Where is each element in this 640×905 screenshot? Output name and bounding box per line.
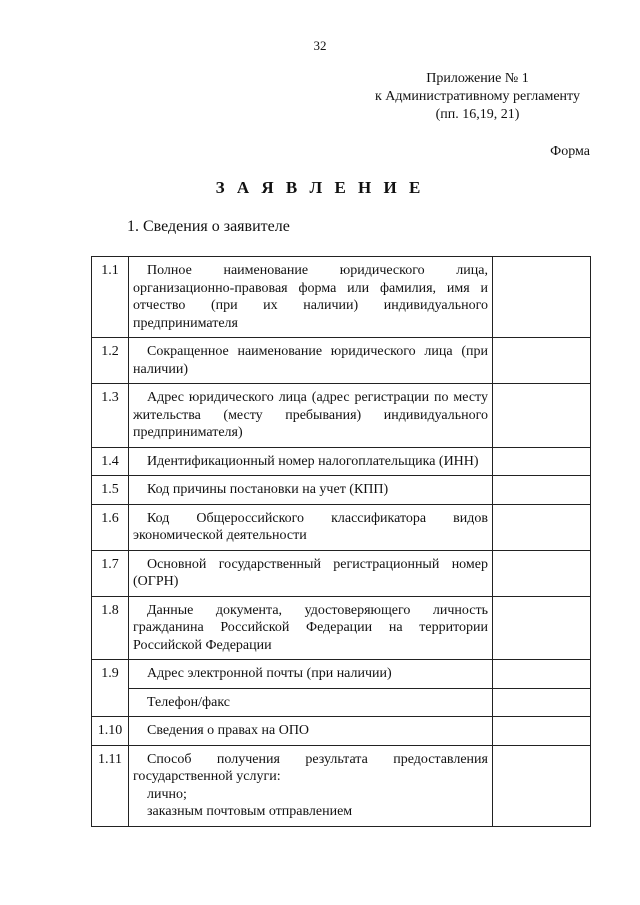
row-description-text: Сведения о правах на ОПО: [147, 723, 310, 738]
row-number: 1.10: [92, 717, 129, 746]
table-row: [92, 688, 591, 717]
appendix-note: [350, 70, 605, 124]
table-row: [92, 660, 591, 689]
form-label: Форма: [550, 144, 590, 159]
row-description-text: Код Общероссийского классификатора видов экономической деятельности: [133, 510, 488, 543]
row-value-field[interactable]: [493, 447, 591, 476]
row-description: [129, 660, 493, 689]
row-number: 1.11: [92, 745, 129, 826]
row-description-text: Сокращенное наименование юридического лица (при наличии): [133, 344, 488, 377]
row-description: [129, 504, 493, 550]
row-value-field[interactable]: [493, 257, 591, 338]
row-value-field[interactable]: [493, 660, 591, 689]
section-heading: 1. Сведения о заявителе: [127, 218, 290, 235]
row-value-field[interactable]: [493, 596, 591, 660]
row-value-field[interactable]: [493, 384, 591, 448]
row-number: 1.4: [92, 447, 129, 476]
row-description: [129, 745, 493, 826]
row-description: [129, 596, 493, 660]
row-description-text: Данные документа, удостоверяющего личность гражданина Российской Федерации на территории Российской Федерации: [133, 602, 488, 653]
table-row: [92, 447, 591, 476]
row-value-field[interactable]: [493, 338, 591, 384]
row-number: 1.6: [92, 504, 129, 550]
applicant-info-table: [91, 256, 591, 827]
row-description: [129, 257, 493, 338]
row-number: 1.3: [92, 384, 129, 448]
row-number: 1.8: [92, 596, 129, 660]
row-description: [129, 476, 493, 505]
row-description-text: Основной государственный регистрационный номер (ОГРН): [133, 556, 488, 589]
row-description: [129, 717, 493, 746]
row-number: 1.7: [92, 550, 129, 596]
row-description: [129, 688, 493, 717]
row-description-text: Код причины постановки на учет (КПП): [147, 482, 389, 497]
row-description-text: Телефон/факс: [147, 694, 231, 710]
row-description: [129, 384, 493, 448]
row-value-field[interactable]: [493, 476, 591, 505]
row-number: 1.2: [92, 338, 129, 384]
row-value-field[interactable]: [493, 717, 591, 746]
row-description-text: Идентификационный номер налогоплательщика (ИНН): [147, 453, 479, 469]
row-value-field[interactable]: [493, 550, 591, 596]
row-description: [129, 338, 493, 384]
table-row: [92, 504, 591, 550]
table-row: [92, 596, 591, 660]
row-description-text: Полное наименование юридического лица, организационно-правовая форма или фамилия, имя и отчество (при их наличии) индивидуального предпринимателя: [133, 263, 488, 331]
row-description: [129, 447, 493, 476]
appendix-line-3: (пп. 16,19, 21): [435, 107, 520, 122]
row-number: 1.5: [92, 476, 129, 505]
table-row: [92, 476, 591, 505]
table-row: [92, 257, 591, 338]
row-description-text: Способ получения результата предоставления государственной услуги:: [133, 751, 488, 784]
document-title: З А Я В Л Е Н И Е: [215, 178, 425, 197]
table-row: [92, 338, 591, 384]
delivery-option-in-person: лично;: [147, 786, 187, 802]
appendix-line-2: к Административному регламенту: [375, 89, 580, 104]
row-description-text: Адрес электронной почты (при наличии): [147, 666, 392, 681]
row-value-field[interactable]: [493, 688, 591, 717]
appendix-line-1: Приложение № 1: [426, 71, 529, 86]
table-row: [92, 550, 591, 596]
table-row: [92, 384, 591, 448]
row-number: 1.9: [92, 660, 129, 717]
table-row: [92, 745, 591, 826]
row-number: 1.1: [92, 257, 129, 338]
row-description-text: Адрес юридического лица (адрес регистрации по месту жительства (месту пребывания) индивидуального предпринимателя): [133, 390, 488, 440]
row-value-field[interactable]: [493, 504, 591, 550]
row-value-field[interactable]: [493, 745, 591, 826]
table-row: [92, 717, 591, 746]
delivery-option-registered-mail: заказным почтовым отправлением: [147, 804, 353, 819]
page-number: 32: [313, 38, 327, 53]
row-description: [129, 550, 493, 596]
